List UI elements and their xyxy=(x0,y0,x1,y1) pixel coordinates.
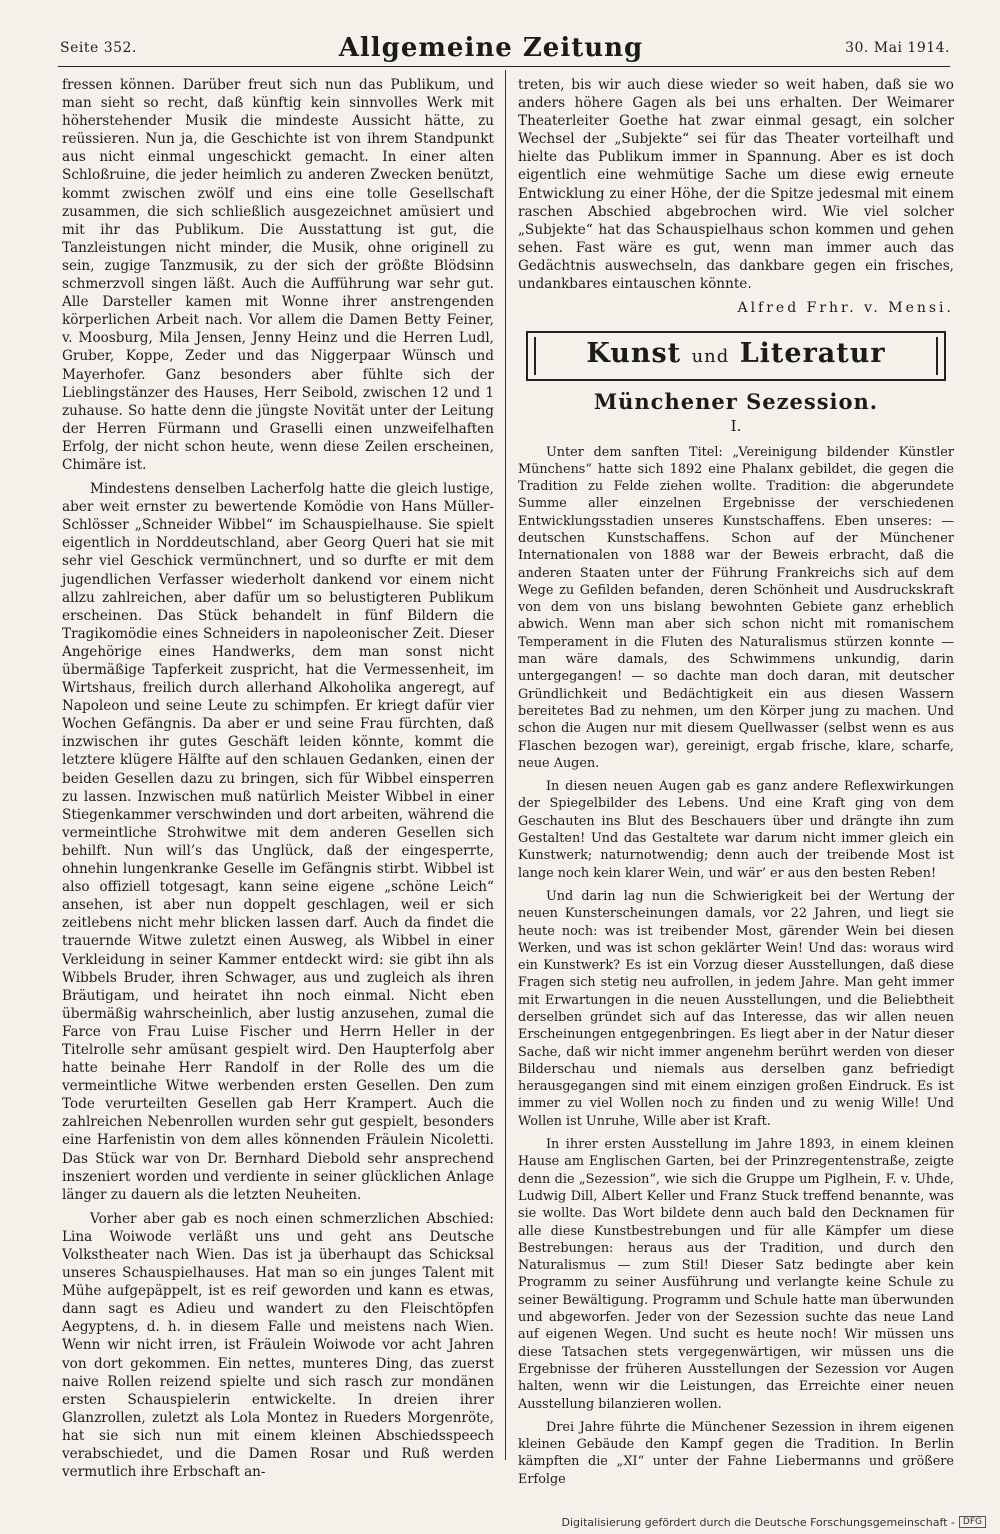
page-number: Seite 352. xyxy=(60,40,137,56)
article-number: I. xyxy=(730,417,742,436)
section-title-main: Kunst xyxy=(586,338,682,370)
footer-text: Digitalisierung gefördert durch die Deutsche Forschungsgemeinschaft - xyxy=(561,1515,955,1529)
header-rule xyxy=(58,66,950,67)
author-signature: Alfred Frhr. v. Mensi. xyxy=(737,300,954,317)
paragraph: fressen können. Darüber freut sich nun das Publikum, und man sieht so recht, daß künftig kein sinnvolles Werk mit höherstehender Musik die mindeste Aussicht hätte, zu reüssieren. Nun ja, die Geschichte ist von ihrem Standpunkt aus nicht einmal ungeschickt gemacht. In einer alten Schloßruine, die jeder heimlich zu anderen Zwecken benützt, kommt zwischen zwölf und eins eine tolle Gesellschaft zusammen, die sich schließlich ausgezeichnet amüsiert und mit ihr das Publikum. Die Ausstattung ist gut, die Tanzleistungen nicht minder, die Musik, ohne originell zu sein, zugige Tanzmusik, zu der sich der größte Blödsinn schmerzvoll singen läßt. Auch die Aufführung war sehr gut. Alle Darsteller kamen mit Wonne ihrer anstrengenden körperlichen Arbeit nach. Vor allem die Damen Betty Feiner, v. Moosburg, Mila Jensen, Jenny Heinz und die Herren Ludl, Gruber, Koppe, Zeder und das Niggerpaar Wünsch und Mayerhofer. Ganz besonders aber fühlte sich der Lieblingstänzer des Hauses, Herr Seibold, zwischen 12 und 1 zuhause. So hatte denn die jüngste Novität unter der Leitung der Herren Fürmann und Graselli einen unzweifelhaften Erfolg, der nicht schon heute, wenn diese Zeilen erscheinen, Chimäre ist. xyxy=(62,77,494,473)
issue-date: 30. Mai 1914. xyxy=(845,40,950,56)
paragraph: In ihrer ersten Ausstellung im Jahre 1893, in einem kleinen Hause am Englischen Garten, bei der Prinzregentenstraße, zeigte denn die „Sezession“, wie sich die Gruppe um Piglhein, F. v. Uhde, Ludwig Dill, Albert Keller und Franz Stuck treffend benannte, was sie wollte. Das Wort bildete denn auch bald den Decknamen für alle diese Kunstbestrebungen und für alle Kämpfer um diese Bestrebungen: heraus aus der Tradition, und durch den Naturalismus — zum Stil! Dieser Satz bedingte aber kein Programm zu seiner Ausführung und verlangte keine Schule zu seiner Bewältigung. Programm und Schule hatte man überwunden und abgeworfen. Jeder von der Sezession suchte das neue Land auf eigenen Wegen. Und sucht es heute noch! Wir müssen uns diese Tatsachen stets vergegenwärtigen, wir müssen uns die Ergebnisse der früheren Ausstellungen der Sezession vor Augen halten, wenn wir die Leistungen, das Erreichte einer neuen Ausstellung bilanzieren wollen. xyxy=(518,1137,954,1412)
newspaper-masthead: Allgemeine Zeitung xyxy=(338,33,644,63)
right-column xyxy=(518,76,954,1494)
page-header xyxy=(60,28,950,68)
column-divider xyxy=(505,70,506,1460)
article-title: Münchener Sezession. xyxy=(593,389,879,415)
paragraph: In diesen neuen Augen gab es ganz andere Reflexwirkungen der Spiegelbilder des Lebens. Und eine Kraft ging von dem Geschauten ins Blut des Beschauers über und drängte ihn zum Gestalten! Und das Gestaltete war darum nicht immer gleich ein Kunstwerk; naturnotwendig; denn auch der treibende Most ist lange noch kein klarer Wein, und wär’ er aus den besten Reben! xyxy=(518,779,954,881)
paragraph: Drei Jahre führte die Münchener Sezession in ihrem eigenen kleinen Gebäude den Kampf gegen die Tradition. In Berlin kämpften die „XI“ unter der Fahne Liebermanns und größere Erfolge xyxy=(518,1419,954,1487)
article-body xyxy=(518,444,954,1489)
paragraph: Mindestens denselben Lacherfolg hatte die gleich lustige, aber weit ernster zu bewertende Komödie von Hans Müller-Schlösser „Schneider Wibbel“ im Schauspielhause. Sie spielt eigentlich in Norddeutschland, aber Georg Queri hat sie mit sehr viel Geschick vermünchnert, und so durfte er mit dem jugendlichen Verfasser wiederholt dankend vor einem nicht allzu zahlreichen, aber dafür um so belustigteren Publikum erscheinen. Das Stück behandelt in fünf Bildern die Tragikomödie eines Schneiders in napoleonischer Zeit. Dieser Angehörige eines Handwerks, dem man sonst nicht übermäßige Tapferkeit zuspricht, hat die Vermessenheit, im Wirtshaus, freilich durch allerhand Alkoholika angeregt, auf Napoleon und seine Leute zu schimpfen. Er kriegt dafür vier Wochen Gefängnis. Da aber er und seine Frau fürchten, daß inzwischen ihr gutes Geschäft leiden könnte, kommt die letztere klügere Hälfte auf den schlauen Gedanken, einen der beiden Gesellen dazu zu bringen, sich für Wibbel einsperren zu lassen. Inzwischen muß natürlich Meister Wibbel in einer Stiegenkammer verschwinden und dort arbeiten, während die vermeintliche Strohwitwe mit dem anderen Gesellen sich behilft. Nun will’s das Unglück, daß der eingesperrte, ohnehin lungenkranke Geselle im Gefängnis stirbt. Wibbel ist also offiziell totgesagt, kann seine eigene „schöne Leich“ ansehen, ist aber nun doppelt geschlagen, weil er sich zeitlebens nicht mehr blicken lassen darf. Auch da findet die trauernde Witwe zuletzt einen Ausweg, als Wibbel in einer Verkleidung in seiner Kammer entdeckt wird: sie gibt ihn als Wibbels Bruder, ihren Schwager, aus und zugleich als ihren Bräutigam, und heiratet ihn noch einmal. Nicht eben übermäßig wahrscheinlich, aber lustig anzusehen, zumal die Farce von Frau Luise Fischer und Herrn Heller in der Titelrolle sehr amüsant gespielt wird. Den Haupterfolg aber hatte beinahe Herr Randolf in der Rolle des um die vermeintliche Witwe werbenden ersten Gesellen. Den zum Tode verurteilten Gesellen gab Herr Krampert. Auch die zahlreichen Nebenrollen wurden sehr gut gespielt, besonders eine Harfenistin von dem alles könnenden Fräulein Nicoletti. Das Stück war von Dr. Bernhard Diebold sehr ansprechend inszeniert worden und verdiente in seiner glücklichen Anlage länger zu dauern als die letzten Neuheiten. xyxy=(62,481,494,1203)
left-column xyxy=(62,76,494,1487)
digitization-footer xyxy=(0,1510,1000,1534)
section-title-end: Literatur xyxy=(739,338,886,370)
dfg-logo: DFG xyxy=(959,1516,986,1528)
paragraph: Vorher aber gab es noch einen schmerzlichen Abschied: Lina Woiwode verläßt uns und geht ans Deutsche Volkstheater nach Wien. Das ist ja überhaupt das Schicksal unseres Schauspielhauses. Hat man so ein junges Talent mit Mühe aufgepäppelt, ist es reif geworden und kann es etwas, dann sagt es Adieu und wandert zu den Fleischtöpfen Aegyptens, d. h. in diesem Falle und meistens nach Wien. Wenn wir nicht irren, ist Fräulein Woiwode vor acht Jahren von dort gekommen. Ein nettes, munteres Ding, das zuerst naive Rollen reizend spielte und sich rasch zur mondänen ersten Schauspielerin entwickelte. In dreien ihrer Glanzrollen, zuletzt als Lola Montez in Rueders Morgenröte, hat sie sich nun mit einem kleinen Abschiedsspeech verabschiedet, und die Damen Rosar und Ruß werden vermutlich ihre Erbschaft an- xyxy=(62,1210,494,1481)
section-title-und: und xyxy=(691,346,730,368)
paragraph-continuation: treten, bis wir auch diese wieder so weit haben, daß sie wo anders höhere Gagen als bei uns erhalten. Der Weimarer Theaterleiter Goethe hat zwar einmal gesagt, ein solcher Wechsel der „Subjekte“ sei für das Theater vorteilhaft und hielte das Publikum immer in Spannung. Aber es ist doch eigentlich eine wehmütige Sache um diese ewig erneute Entwicklung zu einer Höhe, der die Spitze jedesmal mit einem raschen Abschied abgebrochen wird. Wie viel solcher „Subjekte“ hat das Schauspielhaus schon kommen und gehen sehen. Fast wäre es gut, wenn man immer auch das Gedächtnis auswechseln, das dankbare gegen ein frisches, undankbares eintauschen könnte. xyxy=(518,77,954,293)
paragraph: Und darin lag nun die Schwierigkeit bei der Wertung der neuen Kunsterscheinungen damals, vor 22 Jahren, und liegt sie heute noch: was ist treibender Most, gärender Wein bei diesen Werken, und was ist schon geklärter Wein! Und das: woraus wird ein Kunstwerk? Es ist ein Vorzug dieser Ausstellungen, daß diese Fragen sich stetig neu aufrollen, in jedem Jahre. Man geht immer mit Erwartungen in die neuen Ausstellungen, und die Beliebtheit derselben gründet sich auf das Interesse, das wir allen neuen Erscheinungen entgegenbringen. Es liegt aber in der Natur dieser Sache, daß wir nicht immer angenehm berührt werden von dieser Bilderschau und niemals aus derselben ganz befriedigt herausgegangen sind mit einem einzigen großen Eindruck. Es ist immer zu viel Wollen noch zu finden und zu wenig Wille! Und Wollen ist Unruhe, Wille aber ist Kraft. xyxy=(518,888,954,1129)
section-title xyxy=(586,338,885,369)
paragraph: Unter dem sanften Titel: „Vereinigung bildender Künstler Münchens“ hatte sich 1892 eine Phalanx gebildet, die gegen die Tradition zu Felde ziehen wollte. Tradition: die abgerundete Summe aller einzelnen Ergebnisse der verschiedenen Entwicklungsstadien unseres Kunstschaffens. Eben unseres: — deutschen Kunstschaffens. Schon auf der Münchener Internationalen von 1888 war der Beweis erbracht, daß die anderen Staaten unter der Führung Frankreichs sich auf dem Wege zu Gefilden befanden, deren Schönheit und Ausdruckskraft von dem von uns bislang bewohnten Gebiete ganz erheblich abwich. Wenn man aber sich schon nicht mit romanischem Temperament in die Fluten des Naturalismus stürzen konnte — man wäre damals, des Schwimmens unkundig, darin untergegangen! — so dachte man doch daran, mit deutscher Gründlichkeit und Bedächtigkeit ein aus diesen Wassern bereitetes Bad zu nehmen, um den Körper jung zu machen. Und schon die Augen nur mit diesem Quellwasser (selbst wenn es aus Flaschen bezogen war), gereinigt, ergab frische, klare, scharfe, neue Augen. xyxy=(518,444,954,771)
section-header-box xyxy=(526,331,946,381)
